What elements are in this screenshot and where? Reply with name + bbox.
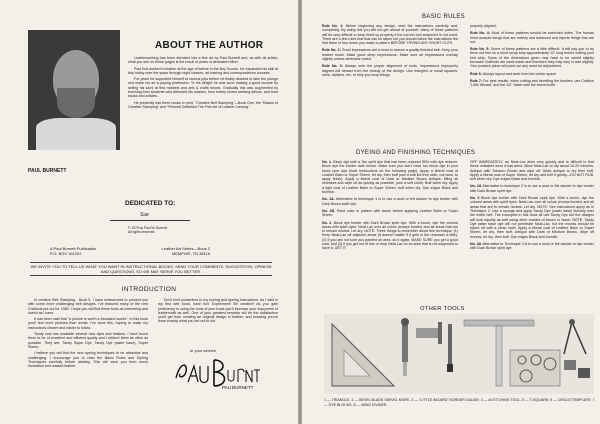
rule-item: properly aligned.: [470, 24, 497, 28]
about-paragraph: Paul first worked in leather at the age of twelve in the Boy Scouts. He expanded his skill at this hobby over the years through night classes, art training and correspondence courses.: [128, 66, 278, 75]
rule-item: Rule No. 2: Good impressions are a must to assure a quality finished belt. Keep your leather moist. Make good deep impressions. Make sure all impressions overlap slightly unless otherwise noted.: [322, 48, 458, 62]
dyeing-column-2: [470, 160, 594, 254]
rule-item: Rule 7: For best results, when cutting and bevelling the borders, use Craftool "Little Wizard" and the 1/2" blade with the swivel knife.: [470, 78, 595, 88]
circle-template-icon: [510, 350, 560, 386]
intro-paragraph: I believe you will find the new dyeing techniques to be attractive and challenging. I encourage you to read the Basic Rules and Dyeing Techniques carefully before starting. This will save you from much frustration and wasted leather.: [28, 351, 148, 369]
publisher-box: P.O. BOX 161022: [50, 251, 82, 256]
about-paragraph: He presently has three books in print, "Creative Belt Stamping"—Book One, the "Basics of Creative Stamping" and "Pictorial Definition The Fine Art of Leather Carving.": [128, 100, 278, 109]
technique-item: No. 2. Block dye border with Dark Brown spirit dye. With a brush, dye the colored areas with spirit dyes. Neat-Lac over all colors (except border) and all areas that are to remain neutral. Let dry. NOTE: Three things to remember about this technique: (1) Keep Neat-Lac off adjacent areas (it doesn't matter if it gets in the recesses a little), (2) If you are not sure you painted an area, do it again, MAKE SURE you get a good coat, and (3) If you get out of line or drop Neat-Lac on an area that is not supposed to have it, GET IT: [322, 220, 458, 251]
rule-item: Rule No. 4: Most of these patterns should be stretched sides. The human mind accepts things that are orderly and balanced and rejects things that are not.: [470, 31, 595, 44]
dedication-name: Sue: [140, 212, 149, 218]
rule-item: Rule 6: Always layout and work from the center space.: [470, 71, 558, 76]
author-photo: [28, 30, 120, 150]
publisher-city: MEMPHIS, TN 38116: [171, 251, 210, 256]
about-paragraph: Leatherworking has been elevated into a fine art by Paul Burnett and, as with all artists, what you see on these pages is the result of years of dedicated effort.: [128, 56, 278, 65]
copyright-line: All rights reserved.: [128, 230, 156, 234]
introduction-column-2: [158, 298, 278, 326]
tools-photo: [324, 314, 594, 394]
dyeing-heading: DYEING AND FINISHING TECHNIQUES: [356, 150, 476, 156]
technique-item: No. 3 Block dye border with Dark Brown spirit dye. With a brush, dye the colored areas with spirit dyes. Neat-Lac over all colors (except border) and all areas that are to remain neutral. Let dry. NOTE: See instructions apply as in Technique 2. Use a sponge and apply Tandy Dye (water base) liberally over the entire belt. The examples in this book all use Tandy Dye but the designs will look equally as well using other shades of brown or black. NOTE: Tandy Dye water base dye will not penetrate Neat-Lac, but the excess should be wiped off with a clean cloth. Apply a liberal coat of Leather Balm or Super Sheen, let dry, then buff. Antique with Dark or Medium Brown. Wipe off excess, let dry, then buff. Dye edges Black and burnish.: [470, 196, 594, 239]
signature-text: PAU BURNETT: [222, 385, 254, 390]
about-body: [128, 56, 278, 111]
basic-rules-column-2: [470, 24, 594, 91]
basic-rules-heading: BASIC RULES: [422, 14, 465, 20]
author-signature: [170, 356, 260, 390]
intro-paragraph: It has been said that "a picture is worth a thousand words". In this book you'll find more pictures than words. I've done this, hoping to make my instructions clearer and easier to follow.: [28, 317, 148, 330]
intro-paragraph: In creative Belt Stamping - Book II, I have endeavored to present you with some more challenging belt designs. I've featured many of the new Craftools put out for 1980. I hope you will find these tools as interesting and useful as I have.: [28, 298, 148, 315]
copyright-line: © 1978 by Paul W. Burnett: [128, 226, 167, 230]
about-paragraph: For years he supported himself at various jobs before he finally decided to take the plunge and make his art a paying profession. To his delight he was soon making a good income by selling his work at flea markets and arts & crafts shows. Gradually this was augmented by teaching from students who attended his classes, from hobby stores seeking advice, and from books and articles.: [128, 77, 278, 99]
copyright: [128, 226, 208, 234]
invite-notice: WE INVITE YOU TO TELL US WHAT YOU WANT IN INSTRUCTIONAL BOOKS. SEND YOUR COMMENTS, SUGGESTION, OPINION AND QUESTIONS, SO WE MAY SERVE YOU BETTER.: [30, 264, 272, 274]
tools-caption: 1 — TRIANGLE, 2 — BEVEL BLADE SWIVEL KNIFE, 3 — "LITTLE WIZARD" BORDER GAUGE; 4 — #2 ETCHING TOOL, 5 — T-SQUARE; 6 — CIRCLE TEMPLATE; 7 — DYE BLOCKS, 8 — WING DIVIDER.: [324, 398, 595, 407]
intro-paragraph: Tandy now has available several new dyes and finishes. I have found them to be of excellent and efficient quality and I utilized them as often as possible. They are: Tandy Super Dye, Tandy Dye (water base), Super Sheen.: [28, 332, 148, 349]
introduction-heading: INTRODUCTION: [121, 286, 177, 293]
rule-item: Rule No. 5: Some of these patterns are a little difficult. It will pay you to try them out first on a short scrap strip approximately 12" long before cutting your belt strip. Some of the dimensions given may have to be varied slightly because Craftools are hand-made and therefore they may vary in size slightly. Your practice piece will point out any need for adjustment.: [470, 47, 594, 69]
series-name: Leather Art Series—Book 2: [161, 246, 210, 251]
left-page: [0, 0, 298, 424]
dedication-label: DEDICATED TO:: [125, 200, 176, 207]
technique-item: OFF IMMEDIATELY, as Neat-Lac dries very quickly and is difficult to find these mistakes once it has dried. Allow Neat-Lac to dry about 10-20 minutes. Antique with Tobacco Brown and wipe off. Allow antique to dry then buff. Apply a liberal coat of Super Sheen, let dry and buff it gently—DO NOT RUB, buff when dry. Dye edges Black and burnish.: [470, 160, 594, 182]
technique-item: No. 1. Block dye with a Tan spirit dye that has been reduced 50% with dye reducer. Block dye the border dark brown. Make sure you don't have too much dye in your block (see dye block instructions on the following page). Apply a liberal coat of Leather Balm or Super Sheen, let dry, then buff (use a soft lint-free cloth, not wool, to apply finish). Apply a liberal coat of Dark or Medium Brown Antique, filling all recesses and wipe off as quickly as possible. (use a soft cloth). Buff when dry. Apply a light coat of Leather Balm or Super Sheen, buff when dry. Dye edges Black and burnish.: [322, 160, 458, 195]
intro-paragraph: Don't limit yourselves to my tooling and dyeing instructions. As I said in my first belt book, have fun! Experiment! Be creative! As you gain proficiency in using the tools of your trade you'll increase your enjoyment of leathercraft as well. One of your greatest rewards will be the satisfaction you'll get from creating an original design in leather, and knowing you've done exactly what you set out to do!: [158, 298, 278, 324]
technique-item: No. 1A. Alternative to technique 1 is to use a wool or felt dauber to dye border with Dark Brown spirit dye.: [322, 197, 458, 206]
dedication-rule: [110, 220, 190, 221]
technique-item: No. 2A Alternative to technique 2 is to use a wool or felt dauber to dye border with Dark Brown spirit dye.: [470, 184, 594, 193]
dyeing-column-1: [322, 160, 458, 254]
closing-line: In your service,: [190, 348, 218, 353]
rule-item: Rule No. 1: Before beginning any design, read the instructions carefully and, completely. By doing this you will not get ahead of yourself. Many of these patterns will be very difficult to keep lined up properly if the correct tool sequence is not used. There are a few rules that that can be taken but you should follow the instructions the first three or four times you make a pattern BEFORE TRYING ANY SHORT CUTS.: [322, 24, 458, 46]
other-tools-heading: OTHER TOOLS: [420, 306, 465, 312]
publisher-name: A Paul Burnett Publication: [50, 246, 97, 251]
about-heading: ABOUT THE AUTHOR: [155, 40, 264, 51]
technique-item: No. 3A Alternative to Technique 3 is to use a wool or felt dauber to dye border with Dark Brown spirit dye.: [470, 242, 594, 251]
technique-item: No. 1B. Paint color in pattern with brush before applying Leather Balm or Super Sheen.: [322, 208, 458, 218]
publisher-info: [50, 246, 250, 256]
photo-caption: PAUL BURNETT: [28, 168, 67, 174]
rule-item: Rule No. 3: Always note the proper alignment of tools. Impressions improperly aligned will detract from the beauty of the design. Use triangles or small squares, rules, dividers, etc. to help you keep things: [322, 64, 458, 77]
introduction-column-1: [28, 298, 148, 370]
basic-rules-column-1: [322, 24, 458, 80]
right-page: [302, 0, 600, 424]
